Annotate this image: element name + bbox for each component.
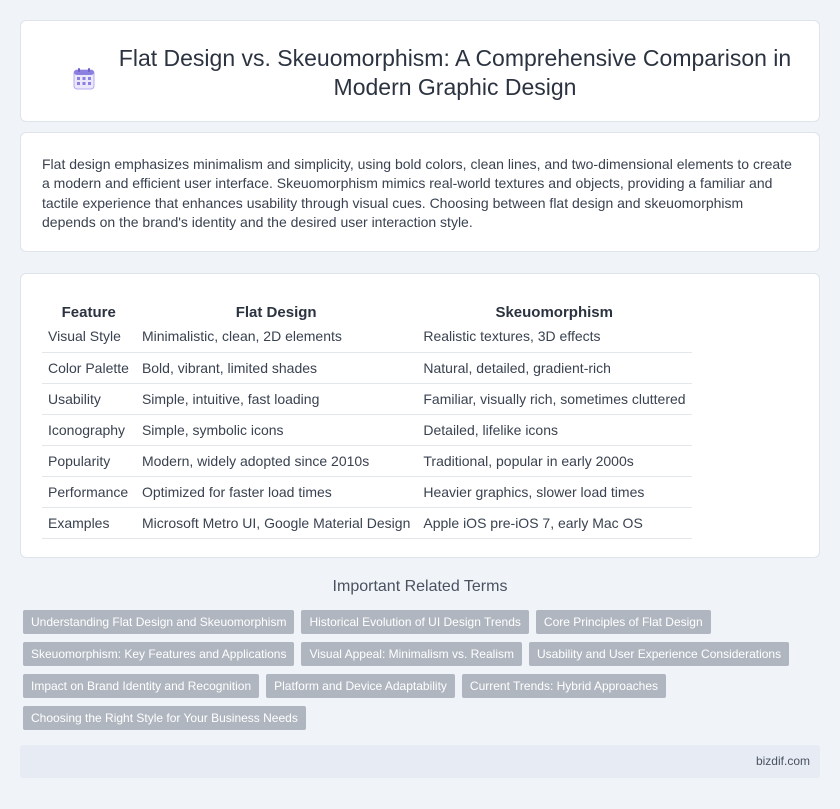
table-cell: Natural, detailed, gradient-rich xyxy=(417,352,692,383)
column-header-feature: Feature xyxy=(61,304,116,321)
column-header-flat-design: Flat Design xyxy=(235,304,317,321)
table-cell: Iconography xyxy=(42,414,135,445)
table-row xyxy=(42,507,692,538)
table-row xyxy=(42,414,692,445)
table-cell: Modern, widely adopted since 2010s xyxy=(135,445,416,476)
related-term-tag[interactable]: Historical Evolution of UI Design Trends xyxy=(301,610,528,634)
title-card xyxy=(20,20,820,122)
table-cell: Apple iOS pre-iOS 7, early Mac OS xyxy=(417,507,692,538)
related-term-tag[interactable]: Core Principles of Flat Design xyxy=(536,610,711,634)
table-cell: Realistic textures, 3D effects xyxy=(417,321,692,352)
table-row xyxy=(42,476,692,507)
related-term-tag[interactable]: Current Trends: Hybrid Approaches xyxy=(462,674,666,698)
comparison-card xyxy=(20,273,820,558)
related-term-tag[interactable]: Usability and User Experience Considerations xyxy=(529,642,789,666)
related-terms-heading: Important Related Terms xyxy=(332,578,508,595)
comparison-table xyxy=(42,294,692,539)
table-row xyxy=(42,321,692,352)
table-cell: Heavier graphics, slower load times xyxy=(417,476,692,507)
table-cell: Microsoft Metro UI, Google Material Design xyxy=(135,507,416,538)
table-cell: Performance xyxy=(42,476,135,507)
related-term-tag[interactable]: Visual Appeal: Minimalism vs. Realism xyxy=(301,642,522,666)
intro-paragraph: Flat design emphasizes minimalism and simplicity, using bold colors, clean lines, and two-dimensional elements to create a modern and efficient user interface. Skeuomorphism mimics real-world textures and objects, providing a familiar and tactile experience that enhances usability through visual cues. Choosing between flat design and skeuomorphism depends on the brand's identity and the desired user interaction style. xyxy=(42,156,792,230)
related-term-tag[interactable]: Understanding Flat Design and Skeuomorphism xyxy=(23,610,294,634)
related-term-tag[interactable]: Impact on Brand Identity and Recognition xyxy=(23,674,259,698)
table-row xyxy=(42,352,692,383)
column-header-skeuomorphism: Skeuomorphism xyxy=(495,304,613,321)
table-cell: Popularity xyxy=(42,445,135,476)
page-title: Flat Design vs. Skeuomorphism: A Comprehensive Comparison in Modern Graphic Design xyxy=(118,45,792,100)
intro-card xyxy=(20,132,820,252)
related-term-tag[interactable]: Choosing the Right Style for Your Business Needs xyxy=(23,706,306,730)
related-term-tag[interactable]: Platform and Device Adaptability xyxy=(266,674,455,698)
table-cell: Simple, intuitive, fast loading xyxy=(135,383,416,414)
table-row xyxy=(42,445,692,476)
table-cell: Color Palette xyxy=(42,352,135,383)
related-terms-list xyxy=(23,610,813,730)
table-cell: Visual Style xyxy=(42,321,135,352)
table-cell: Familiar, visually rich, sometimes cluttered xyxy=(417,383,692,414)
table-cell: Detailed, lifelike icons xyxy=(417,414,692,445)
table-cell: Minimalistic, clean, 2D elements xyxy=(135,321,416,352)
table-header-row xyxy=(42,294,692,321)
calendar-grid-icon xyxy=(73,68,95,90)
table-row xyxy=(42,383,692,414)
table-cell: Examples xyxy=(42,507,135,538)
footer xyxy=(20,745,820,778)
table-cell: Bold, vibrant, limited shades xyxy=(135,352,416,383)
table-cell: Simple, symbolic icons xyxy=(135,414,416,445)
footer-site-link[interactable]: bizdif.com xyxy=(755,754,810,768)
table-cell: Usability xyxy=(42,383,135,414)
table-cell: Optimized for faster load times xyxy=(135,476,416,507)
related-term-tag[interactable]: Skeuomorphism: Key Features and Applications xyxy=(23,642,294,666)
table-cell: Traditional, popular in early 2000s xyxy=(417,445,692,476)
